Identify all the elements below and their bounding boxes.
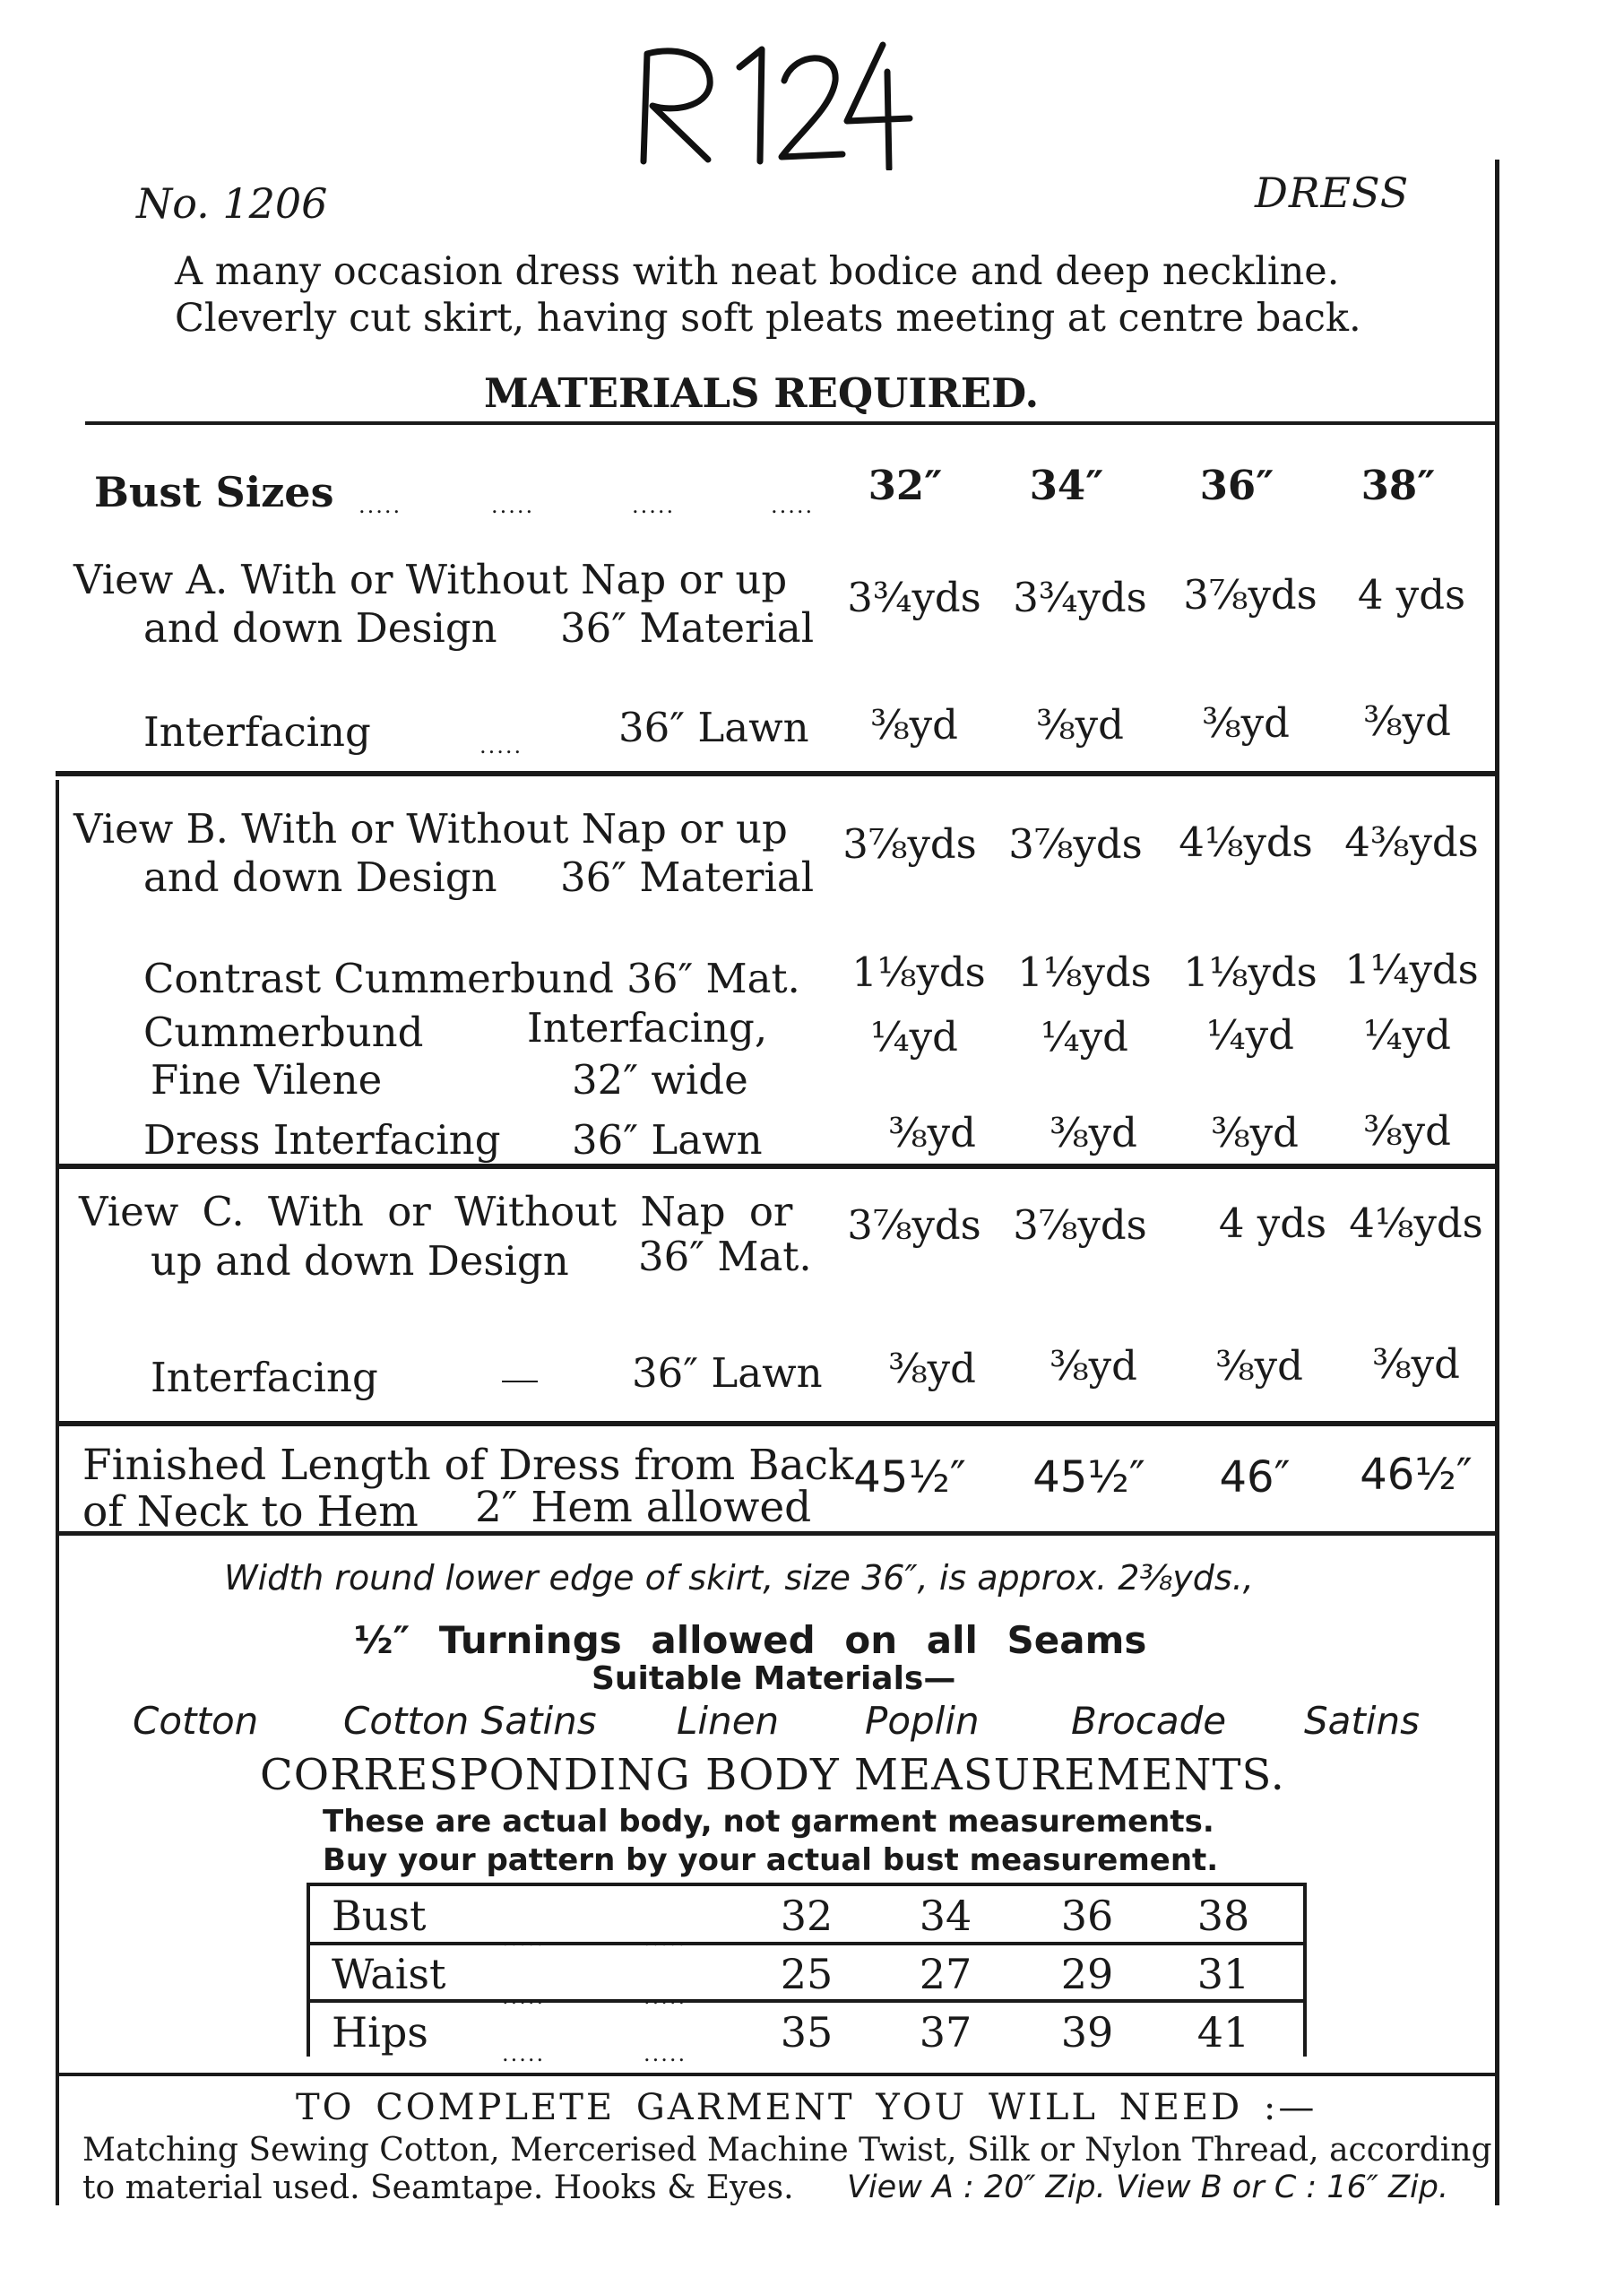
table-cell: 29 (1060, 1950, 1114, 1998)
view-c-material-col-1: 3⅞yds (847, 1201, 981, 1249)
view-a-material-col-2: 3¾yds (1013, 574, 1147, 621)
notions-line-2a: to material used. Seamtape. Hooks & Eyes. (82, 2169, 794, 2206)
leader-dots: ..... (771, 493, 815, 518)
material-brocade: Brocade (1071, 1699, 1227, 1743)
material-linen: Linen (677, 1699, 780, 1743)
bust-size-col-1: 32″ (868, 462, 943, 509)
view-b-cummerbund-interfacing-label-3: Fine Vilene (151, 1056, 383, 1104)
view-b-dress-interfacing-col-1: ⅜yd (888, 1109, 976, 1156)
view-c-interfacing-col-4: ⅜yd (1372, 1340, 1460, 1388)
table-cell: 35 (780, 2008, 834, 2057)
turnings-note: ½″ Turnings allowed on all Seams (354, 1618, 1147, 1662)
view-b-material-col-2: 3⅞yds (1008, 820, 1143, 868)
leader-dots: ..... (479, 733, 523, 758)
view-b-cummerbund-interfacing-col-2: ¼yd (1041, 1013, 1128, 1061)
pattern-number: No. 1206 (136, 179, 328, 228)
table-cell: 41 (1196, 2008, 1250, 2057)
view-b-dress-interfacing-col-3: ⅜yd (1211, 1109, 1299, 1156)
view-b-width: 36″ Material (560, 853, 815, 901)
view-b-cummerbund-interfacing-label-4: 32″ wide (572, 1056, 748, 1104)
view-c-width: 36″ Mat. (638, 1233, 812, 1280)
notions-line-2b: View A : 20″ Zip. View B or C : 16″ Zip. (847, 2169, 1449, 2205)
rule-notions (56, 2073, 1499, 2076)
bust-sizes-label: Bust Sizes (94, 468, 334, 516)
rule-finished-length (56, 1421, 1499, 1426)
table-row (309, 2005, 1300, 2062)
table-cell: 25 (780, 1950, 834, 1998)
view-a-label-line-2: and down Design (143, 604, 497, 652)
finished-length-line-1: Finished Length of Dress from Back (82, 1441, 854, 1490)
table-row (309, 1888, 1300, 1945)
materials-heading: MATERIALS REQUIRED. (484, 369, 1040, 417)
material-cotton-satins: Cotton Satins (343, 1699, 597, 1743)
suitable-materials-heading: Suitable Materials— (592, 1660, 956, 1697)
view-c-interfacing-label: Interfacing (151, 1354, 378, 1401)
view-a-interfacing-col-2: ⅜yd (1036, 701, 1124, 749)
leader-dots: ..... (632, 493, 676, 518)
leader-dots: ..... (502, 1926, 546, 1951)
view-c-label-line-1: View C. With or Without Nap or (79, 1188, 793, 1235)
view-b-cummerbund-col-1: 1⅛yds (851, 948, 986, 996)
view-b-cummerbund-interfacing-col-1: ¼yd (870, 1013, 958, 1061)
finished-length-col-4: 46½″ (1360, 1450, 1473, 1500)
view-c-interfacing-width: 36″ Lawn (632, 1349, 823, 1397)
notions-heading: TO COMPLETE GARMENT YOU WILL NEED :— (296, 2087, 1317, 2128)
rule-view-b (56, 771, 1499, 776)
table-cell: 32 (780, 1892, 834, 1940)
table-cell: 38 (1196, 1892, 1250, 1940)
view-b-dress-interfacing-width: 36″ Lawn (572, 1116, 763, 1164)
view-c-interfacing-col-2: ⅜yd (1050, 1342, 1137, 1390)
row-label: Waist (332, 1950, 446, 1998)
view-a-material-col-3: 3⅞yds (1183, 571, 1317, 619)
bust-size-col-2: 34″ (1029, 462, 1104, 509)
view-a-material-col-1: 3¾yds (847, 574, 981, 621)
leader-dots: ..... (644, 1926, 687, 1951)
table-cell: 37 (919, 2008, 972, 2057)
view-b-cummerbund-interfacing-label-2: Interfacing, (527, 1004, 768, 1052)
view-c-interfacing-col-3: ⅜yd (1215, 1342, 1303, 1390)
view-b-material-col-1: 3⅞yds (842, 820, 977, 868)
row-label: Hips (332, 2008, 428, 2057)
notions-line-1: Matching Sewing Cotton, Mercerised Machine Twist, Silk or Nylon Thread, according (82, 2132, 1492, 2169)
garment-type: DRESS (1255, 169, 1410, 217)
view-c-label-line-2: up and down Design (151, 1237, 569, 1285)
description-line-2: Cleverly cut skirt, having soft pleats meeting at centre back. (175, 296, 1361, 341)
finished-length-line-2b: 2″ Hem allowed (475, 1483, 812, 1532)
view-c-material-col-3: 4 yds (1218, 1199, 1327, 1247)
skirt-width-note: Width round lower edge of skirt, size 36″, is approx. 2⅜yds., (224, 1558, 1254, 1598)
leader-dots: ..... (358, 493, 402, 518)
table-cell: 27 (919, 1950, 972, 1998)
table-row (309, 1946, 1300, 2004)
view-a-interfacing-label: Interfacing (143, 708, 371, 756)
body-measurements-heading: CORRESPONDING BODY MEASUREMENTS. (260, 1750, 1285, 1800)
view-a-interfacing-col-1: ⅜yd (870, 701, 958, 749)
leader-dots: ..... (644, 1984, 687, 2009)
view-b-cummerbund-col-2: 1⅛yds (1017, 948, 1152, 996)
view-b-cummerbund-label: Contrast Cummerbund 36″ Mat. (143, 955, 800, 1002)
material-cotton: Cotton (133, 1699, 259, 1743)
view-b-dress-interfacing-col-4: ⅜yd (1363, 1107, 1451, 1155)
leader-dots: ..... (502, 1984, 546, 2009)
finished-length-col-1: 45½″ (853, 1452, 966, 1503)
table-cell: 31 (1196, 1950, 1250, 1998)
view-b-cummerbund-col-4: 1¼yds (1344, 946, 1479, 993)
view-b-cummerbund-interfacing-label-1: Cummerbund (143, 1009, 424, 1056)
view-a-label-line-1: View A. With or Without Nap or up (73, 556, 788, 603)
view-b-cummerbund-interfacing-col-3: ¼yd (1206, 1011, 1294, 1059)
finished-length-line-2a: of Neck to Hem (82, 1487, 419, 1537)
row-label: Bust (332, 1892, 427, 1940)
view-c-material-col-2: 3⅞yds (1013, 1201, 1147, 1249)
material-satins: Satins (1304, 1699, 1421, 1743)
right-border (1495, 160, 1499, 2205)
view-b-dress-interfacing-label: Dress Interfacing (143, 1116, 501, 1164)
description-line-1: A many occasion dress with neat bodice and deep neckline. (175, 249, 1340, 294)
leader-dash (502, 1381, 538, 1382)
rule-top (85, 421, 1499, 425)
table-cell: 36 (1060, 1892, 1114, 1940)
bust-size-col-4: 38″ (1361, 462, 1436, 509)
view-b-material-col-4: 4⅜yds (1344, 818, 1479, 866)
view-b-material-col-3: 4⅛yds (1179, 818, 1313, 866)
view-b-dress-interfacing-col-2: ⅜yd (1050, 1109, 1137, 1156)
view-b-label-line-2: and down Design (143, 853, 497, 901)
left-border (56, 780, 59, 2205)
view-b-label-line-1: View B. With or Without Nap or up (73, 805, 788, 853)
table-cell: 39 (1060, 2008, 1114, 2057)
view-c-material-col-4: 4⅛yds (1349, 1199, 1483, 1247)
finished-length-col-2: 45½″ (1032, 1452, 1145, 1503)
view-a-interfacing-col-4: ⅜yd (1363, 697, 1451, 745)
view-a-width: 36″ Material (560, 604, 815, 652)
body-measurements-note-1: These are actual body, not garment measurements. (323, 1804, 1214, 1840)
leader-dots: ..... (644, 2041, 687, 2066)
view-a-material-col-4: 4 yds (1357, 571, 1466, 619)
leader-dots: ..... (502, 2041, 546, 2066)
table-cell: 34 (919, 1892, 972, 1940)
bust-size-col-3: 36″ (1199, 462, 1274, 509)
view-b-cummerbund-interfacing-col-4: ¼yd (1363, 1011, 1451, 1059)
body-measurements-note-2: Buy your pattern by your actual bust measurement. (323, 1842, 1219, 1878)
view-b-cummerbund-col-3: 1⅛yds (1183, 948, 1317, 996)
handwritten-reference-mark (627, 36, 914, 170)
view-a-interfacing-col-3: ⅜yd (1202, 699, 1290, 747)
view-c-interfacing-col-1: ⅜yd (888, 1345, 976, 1392)
view-a-interfacing-width: 36″ Lawn (618, 704, 809, 751)
finished-length-col-3: 46″ (1219, 1452, 1291, 1503)
material-poplin: Poplin (865, 1699, 980, 1743)
leader-dots: ..... (491, 493, 535, 518)
